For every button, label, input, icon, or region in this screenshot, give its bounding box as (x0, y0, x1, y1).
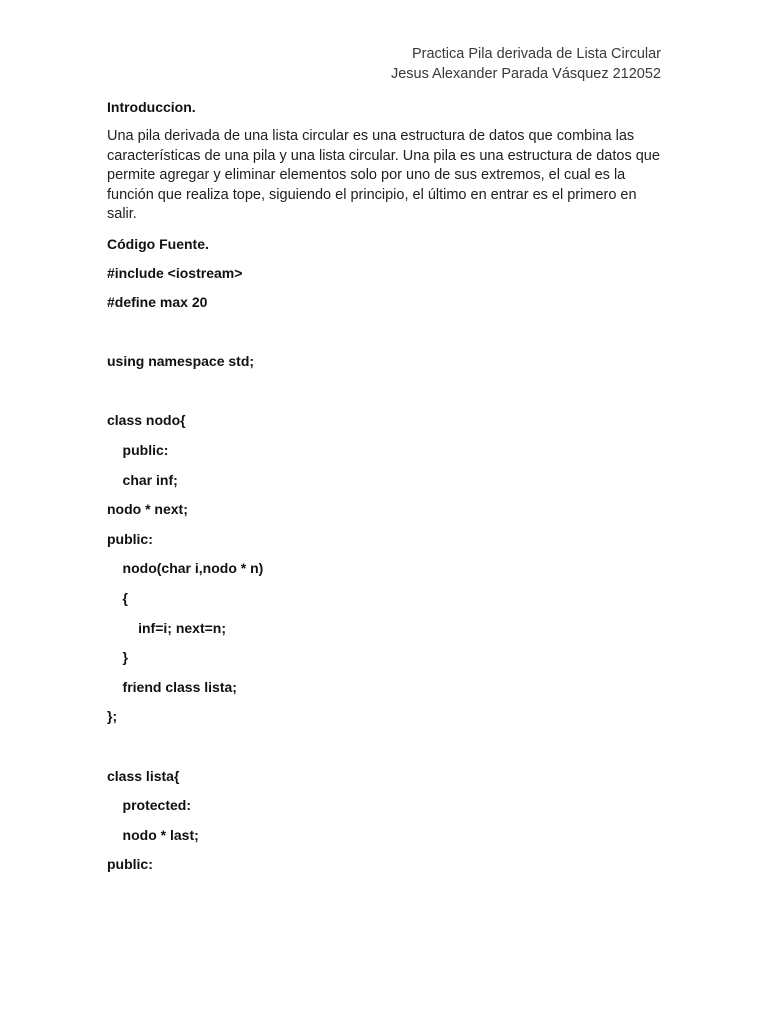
code-line: class nodo{ (107, 412, 186, 429)
code-line: public: (107, 856, 153, 873)
code-line (107, 737, 663, 767)
code-line: public: (107, 442, 169, 459)
code-line: nodo(char i,nodo * n) (107, 560, 264, 577)
code-line: using namespace std; (107, 353, 255, 370)
document-header (391, 45, 661, 84)
code-line: class lista{ (107, 767, 180, 784)
source-code-heading: Código Fuente. (107, 235, 209, 252)
code-line: friend class lista; (107, 678, 237, 695)
document-title: Practica Pila derivada de Lista Circular (411, 46, 661, 62)
intro-paragraph: Una pila derivada de una lista circular es una estructura de datos que combina las características de una pila y una lista circular. Una pila es una estructura de datos que permite agregar y eliminar elementos solo por uno de sus extremos, el cual es la función que realiza tope, siguiendo el principio, el último en entrar es el primero en salir. (107, 128, 660, 222)
source-code-block (107, 264, 663, 885)
intro-heading: Introduccion. (107, 99, 196, 115)
code-line: inf=i; next=n; (107, 619, 227, 636)
code-line (107, 323, 663, 353)
code-line: #define max 20 (107, 294, 208, 311)
code-line: char inf; (107, 471, 178, 488)
code-line: nodo * last; (107, 826, 199, 843)
code-line: nodo * next; (107, 501, 188, 518)
code-line: public: (107, 530, 153, 547)
code-line: }; (107, 708, 118, 725)
code-line (107, 382, 663, 412)
code-line: protected: (107, 797, 192, 814)
code-line: } (107, 649, 129, 666)
document-author: Jesus Alexander Parada Vásquez 212052 (390, 65, 661, 82)
document-body (107, 98, 663, 885)
code-line: #include <iostream> (107, 264, 243, 281)
code-line: { (107, 590, 129, 607)
